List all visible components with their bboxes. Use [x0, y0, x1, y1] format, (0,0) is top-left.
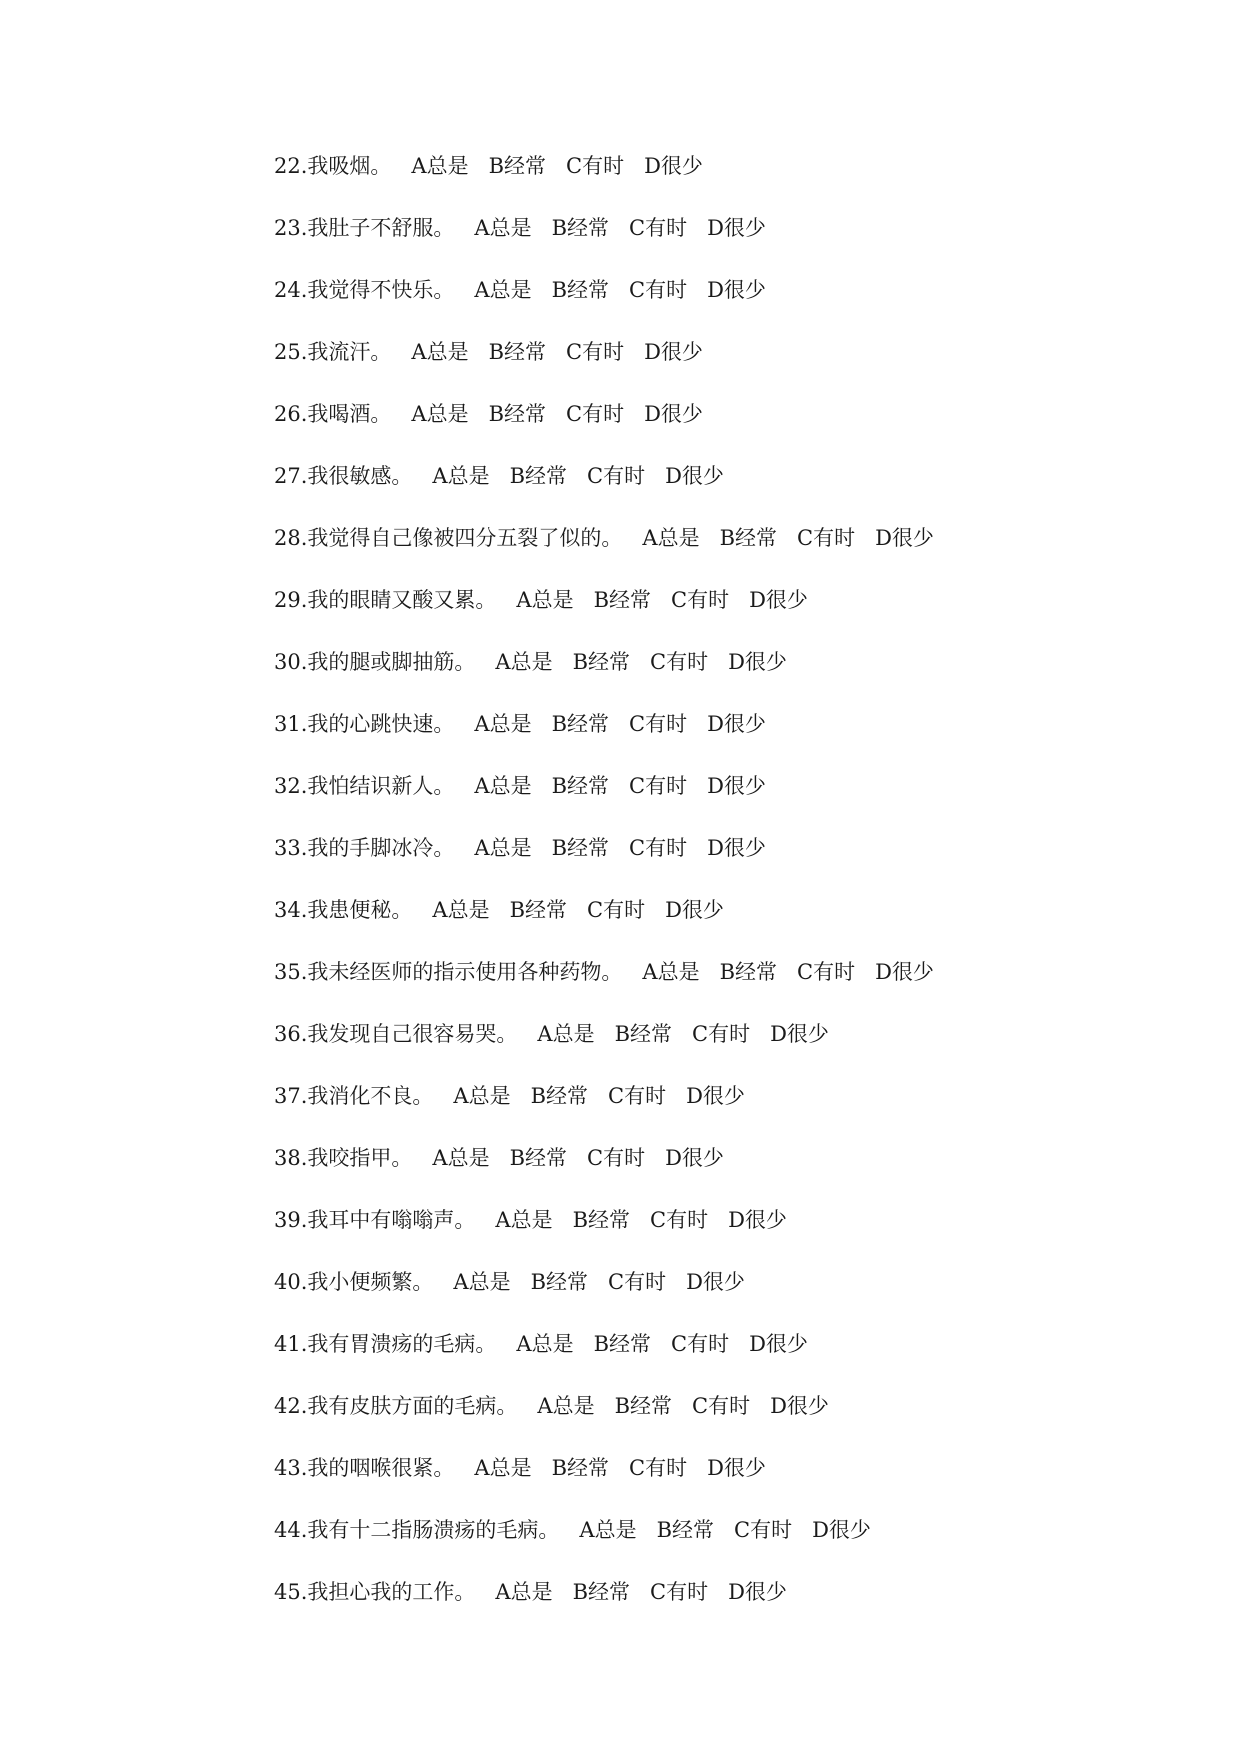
answer-option: C有时 — [692, 1022, 751, 1046]
question-text: 28.我觉得自己像被四分五裂了似的。 — [274, 526, 623, 550]
question-item — [274, 336, 934, 398]
answer-option: A总是 — [474, 774, 532, 798]
question-item — [274, 1514, 934, 1576]
answer-option: B经常 — [530, 1270, 589, 1294]
answer-option: B经常 — [572, 650, 631, 674]
question-item — [274, 460, 934, 522]
question-text: 23.我肚子不舒服。 — [274, 216, 455, 240]
answer-option: B经常 — [551, 774, 610, 798]
answer-option: B经常 — [593, 588, 652, 612]
question-text: 43.我的咽喉很紧。 — [274, 1456, 455, 1480]
answer-option: D很少 — [644, 340, 703, 364]
answer-option: C有时 — [587, 464, 646, 488]
answer-option: B经常 — [488, 340, 547, 364]
question-list — [274, 150, 934, 1638]
answer-option: B经常 — [530, 1084, 589, 1108]
answer-option: D很少 — [812, 1518, 871, 1542]
answer-option: C有时 — [692, 1394, 751, 1418]
answer-option: B经常 — [551, 712, 610, 736]
answer-option: A总是 — [453, 1084, 511, 1108]
answer-option: C有时 — [629, 712, 688, 736]
answer-option: D很少 — [707, 216, 766, 240]
answer-option: C有时 — [797, 960, 856, 984]
question-item — [274, 212, 934, 274]
answer-option: C有时 — [566, 402, 625, 426]
answer-option: A总是 — [474, 1456, 532, 1480]
answer-option: C有时 — [797, 526, 856, 550]
question-text: 22.我吸烟。 — [274, 154, 392, 178]
answer-option: A总是 — [495, 650, 553, 674]
answer-option: D很少 — [749, 1332, 808, 1356]
answer-option: A总是 — [474, 712, 532, 736]
answer-option: C有时 — [629, 278, 688, 302]
question-text: 41.我有胃溃疡的毛病。 — [274, 1332, 497, 1356]
answer-option: A总是 — [516, 1332, 574, 1356]
answer-option: D很少 — [707, 1456, 766, 1480]
answer-option: B经常 — [551, 278, 610, 302]
answer-option: A总是 — [411, 154, 469, 178]
answer-option: B经常 — [593, 1332, 652, 1356]
answer-option: B经常 — [656, 1518, 715, 1542]
answer-option: B经常 — [719, 960, 778, 984]
answer-option: A总是 — [411, 402, 469, 426]
answer-option: B经常 — [509, 898, 568, 922]
answer-option: D很少 — [665, 898, 724, 922]
answer-option: C有时 — [650, 650, 709, 674]
answer-option: A总是 — [642, 960, 700, 984]
answer-option: B经常 — [551, 836, 610, 860]
question-text: 31.我的心跳快速。 — [274, 712, 455, 736]
answer-option: A总是 — [432, 1146, 490, 1170]
question-item — [274, 770, 934, 832]
question-text: 35.我未经医师的指示使用各种药物。 — [274, 960, 623, 984]
question-item — [274, 1018, 934, 1080]
answer-option: A总是 — [537, 1394, 595, 1418]
question-text: 42.我有皮肤方面的毛病。 — [274, 1394, 518, 1418]
question-item — [274, 522, 934, 584]
question-item — [274, 708, 934, 770]
answer-option: D很少 — [686, 1270, 745, 1294]
question-text: 29.我的眼睛又酸又累。 — [274, 588, 497, 612]
answer-option: A总是 — [516, 588, 574, 612]
answer-option: B经常 — [719, 526, 778, 550]
answer-option: C有时 — [629, 774, 688, 798]
question-item — [274, 832, 934, 894]
question-item — [274, 1266, 934, 1328]
answer-option: A总是 — [411, 340, 469, 364]
question-item — [274, 150, 934, 212]
answer-option: D很少 — [707, 712, 766, 736]
answer-option: D很少 — [770, 1394, 829, 1418]
answer-option: A总是 — [474, 278, 532, 302]
answer-option: A总是 — [642, 526, 700, 550]
question-text: 24.我觉得不快乐。 — [274, 278, 455, 302]
answer-option: D很少 — [686, 1084, 745, 1108]
answer-option: A总是 — [495, 1208, 553, 1232]
answer-option: C有时 — [671, 588, 730, 612]
question-text: 36.我发现自己很容易哭。 — [274, 1022, 518, 1046]
answer-option: D很少 — [665, 464, 724, 488]
question-text: 30.我的腿或脚抽筋。 — [274, 650, 476, 674]
question-text: 37.我消化不良。 — [274, 1084, 434, 1108]
question-text: 39.我耳中有嗡嗡声。 — [274, 1208, 476, 1232]
answer-option: B经常 — [509, 1146, 568, 1170]
answer-option: C有时 — [650, 1208, 709, 1232]
answer-option: D很少 — [875, 960, 934, 984]
answer-option: B经常 — [572, 1208, 631, 1232]
question-item — [274, 646, 934, 708]
answer-option: C有时 — [629, 836, 688, 860]
answer-option: B经常 — [509, 464, 568, 488]
answer-option: A总是 — [495, 1580, 553, 1604]
question-item — [274, 1452, 934, 1514]
question-text: 34.我患便秘。 — [274, 898, 413, 922]
answer-option: C有时 — [629, 1456, 688, 1480]
question-item — [274, 1204, 934, 1266]
question-item — [274, 1142, 934, 1204]
answer-option: D很少 — [644, 402, 703, 426]
answer-option: C有时 — [587, 1146, 646, 1170]
answer-option: B经常 — [551, 1456, 610, 1480]
answer-option: D很少 — [728, 650, 787, 674]
answer-option: B经常 — [614, 1022, 673, 1046]
question-item — [274, 1080, 934, 1142]
answer-option: D很少 — [707, 836, 766, 860]
answer-option: B经常 — [572, 1580, 631, 1604]
question-item — [274, 584, 934, 646]
question-text: 27.我很敏感。 — [274, 464, 413, 488]
answer-option: B经常 — [488, 154, 547, 178]
question-item — [274, 1328, 934, 1390]
answer-option: D很少 — [707, 278, 766, 302]
answer-option: C有时 — [566, 154, 625, 178]
question-text: 45.我担心我的工作。 — [274, 1580, 476, 1604]
answer-option: D很少 — [728, 1580, 787, 1604]
answer-option: D很少 — [644, 154, 703, 178]
answer-option: C有时 — [629, 216, 688, 240]
answer-option: C有时 — [608, 1270, 667, 1294]
question-text: 25.我流汗。 — [274, 340, 392, 364]
question-text: 40.我小便频繁。 — [274, 1270, 434, 1294]
answer-option: C有时 — [587, 898, 646, 922]
answer-option: D很少 — [875, 526, 934, 550]
answer-option: B经常 — [551, 216, 610, 240]
question-item — [274, 398, 934, 460]
question-item — [274, 274, 934, 336]
answer-option: A总是 — [453, 1270, 511, 1294]
question-text: 44.我有十二指肠溃疡的毛病。 — [274, 1518, 560, 1542]
question-text: 32.我怕结识新人。 — [274, 774, 455, 798]
answer-option: D很少 — [728, 1208, 787, 1232]
question-item — [274, 894, 934, 956]
answer-option: B经常 — [488, 402, 547, 426]
answer-option: A总是 — [537, 1022, 595, 1046]
answer-option: D很少 — [707, 774, 766, 798]
answer-option: C有时 — [671, 1332, 730, 1356]
answer-option: D很少 — [749, 588, 808, 612]
answer-option: C有时 — [566, 340, 625, 364]
answer-option: C有时 — [734, 1518, 793, 1542]
answer-option: C有时 — [608, 1084, 667, 1108]
answer-option: D很少 — [770, 1022, 829, 1046]
answer-option: A总是 — [432, 464, 490, 488]
question-item — [274, 1390, 934, 1452]
question-text: 38.我咬指甲。 — [274, 1146, 413, 1170]
answer-option: B经常 — [614, 1394, 673, 1418]
answer-option: D很少 — [665, 1146, 724, 1170]
answer-option: C有时 — [650, 1580, 709, 1604]
answer-option: A总是 — [579, 1518, 637, 1542]
question-item — [274, 956, 934, 1018]
answer-option: A总是 — [474, 836, 532, 860]
answer-option: A总是 — [474, 216, 532, 240]
question-text: 26.我喝酒。 — [274, 402, 392, 426]
question-text: 33.我的手脚冰冷。 — [274, 836, 455, 860]
question-item — [274, 1576, 934, 1638]
answer-option: A总是 — [432, 898, 490, 922]
